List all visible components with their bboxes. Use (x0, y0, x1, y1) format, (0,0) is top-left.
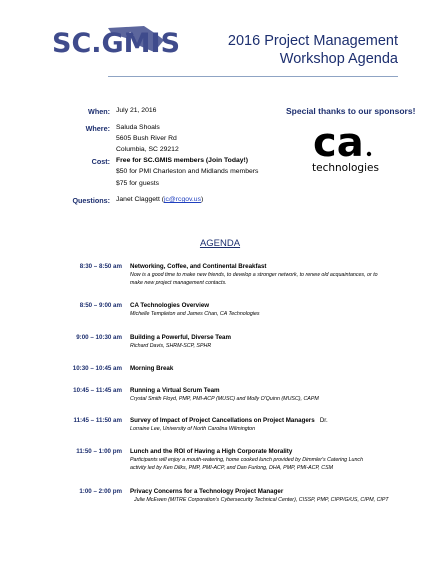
agenda-desc: Now is a good time to make new friends, to develop a stronger network, to renew old acquaintances, or to (130, 272, 378, 278)
ca-logo-mark-icon (312, 122, 378, 162)
agenda-time: 10:45 – 11:45 am (73, 387, 122, 394)
agenda-desc: Julie McEwen (MITRE Corporation's Cybersecurity Technical Center), CISSP, PMP, CIPP/G/US, CIPM, CIPT (134, 497, 389, 503)
cost-line-3: $75 for guests (116, 180, 160, 187)
agenda-desc: make new project management contacts. (130, 280, 227, 286)
agenda-desc: activity led by Ken Dilks, PMP, PMI-ACP, and Dan Furlong, DHA, PMP, PMI-ACP, CSM (130, 465, 334, 471)
agenda-time: 9:00 – 10:30 am (76, 334, 122, 341)
ca-technologies-text: technologies (312, 162, 379, 174)
contact-close: ) (200, 196, 204, 203)
agenda-desc: Crystal Smith Floyd, PMP, PMI-ACP (MUSC) and Molly O'Quinn (MUSC), CAPM (130, 396, 319, 402)
title-line-2: Workshop Agenda (279, 51, 398, 67)
where-line-1: Saluda Shoals (116, 124, 160, 131)
cost-line-2: $50 for PMI Charleston and Midlands members (116, 168, 259, 175)
agenda-title: Networking, Coffee, and Continental Breakfast (130, 263, 267, 270)
cost-line-1: Free for SC.GMIS members (Join Today!) (116, 157, 249, 164)
page-title (228, 32, 398, 68)
agenda-title: Survey of Impact of Project Cancellations on Project Managers Dr. (130, 417, 328, 424)
when-value: July 21, 2016 (116, 107, 157, 114)
title-divider (108, 76, 398, 77)
agenda-title: CA Technologies Overview (130, 302, 210, 309)
where-line-3: Columbia, SC 29212 (116, 146, 179, 153)
agenda-heading: AGENDA (199, 238, 241, 249)
questions-value (116, 196, 203, 203)
agenda-time: 8:30 – 8:50 am (79, 263, 122, 270)
when-label: When: (88, 107, 110, 116)
where-line-2: 5605 Bush River Rd (116, 135, 177, 142)
agenda-title: Building a Powerful, Diverse Team (130, 334, 231, 341)
agenda-time: 11:50 – 1:00 pm (76, 448, 122, 455)
sc-gmis-logo (52, 22, 187, 64)
agenda-title: Morning Break (130, 365, 174, 372)
title-line-1: 2016 Project Management (227, 33, 398, 49)
ca-logo-letters: ca (313, 122, 364, 162)
cost-label: Cost: (91, 157, 110, 166)
agenda-time: 8:50 – 9:00 am (79, 302, 122, 309)
agenda-desc: Michelle Templeton and James Chan, CA Technologies (130, 311, 260, 317)
agenda-desc: Richard Davis, SHRM-SCP, SPHR (130, 343, 212, 349)
contact-name: Janet Claggett ( (116, 196, 164, 203)
agenda-desc: Lorraine Lee, University of North Carolina Wilmington (130, 426, 256, 432)
agenda-desc: Participants will enjoy a mouth-watering, home cooked lunch provided by Dimmler's Catering Lunch (130, 457, 364, 463)
questions-label: Questions: (72, 196, 110, 205)
contact-email-link[interactable]: jc@rcgov.us (163, 196, 201, 203)
agenda-time: 11:45 – 11:50 am (73, 417, 122, 424)
agenda-title: Privacy Concerns for a Technology Project Manager (130, 488, 284, 495)
agenda-time: 10:30 – 10:45 am (72, 365, 122, 372)
agenda-title: Running a Virtual Scrum Team (130, 387, 220, 394)
agenda-title: Lunch and the ROI of Having a High Corporate Morality (130, 448, 293, 455)
logo-text: SC.GMIS (52, 28, 181, 59)
where-label: Where: (85, 124, 110, 133)
sponsors-heading: Special thanks to our sponsors! (286, 106, 416, 116)
agenda-time: 1:00 – 2:00 pm (79, 488, 122, 495)
